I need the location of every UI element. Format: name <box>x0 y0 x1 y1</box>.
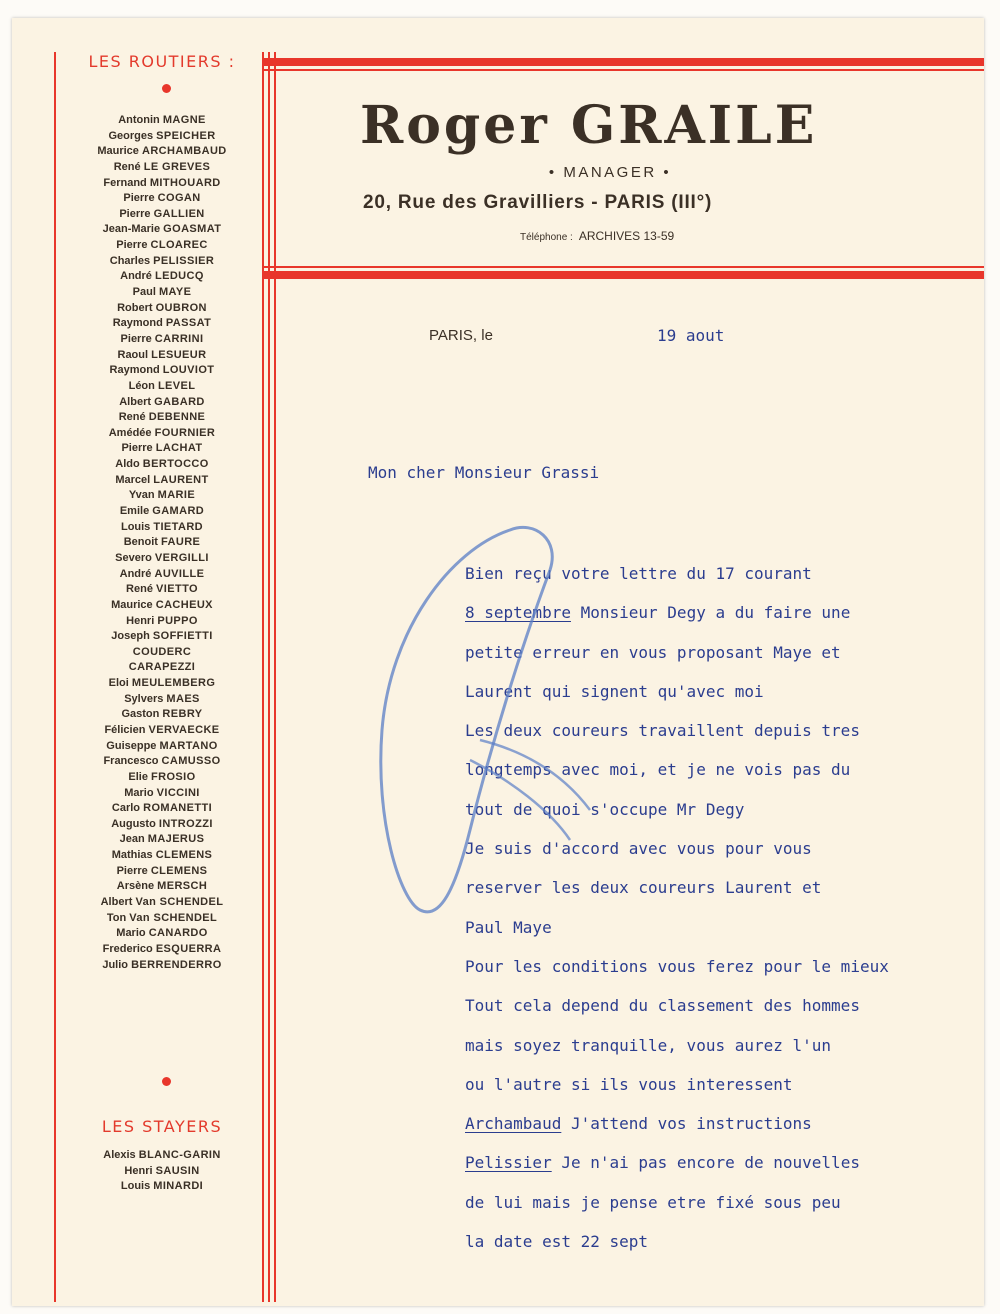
letter-line: la date est 22 sept <box>465 1232 649 1252</box>
rider-name <box>58 754 266 770</box>
rider-first-name: Frederico <box>102 942 156 955</box>
rider-first-name: Joseph <box>111 630 153 643</box>
rider-first-name: Albert <box>100 896 136 909</box>
letterhead-role: • MANAGER • <box>548 164 672 181</box>
rider-first-name: Julio <box>102 958 132 971</box>
red-dot <box>162 1077 171 1086</box>
rider-first-name: Marcel <box>115 473 154 486</box>
rider-last-name: PELISSIER <box>153 254 215 267</box>
rider-last-name: LEDUCQ <box>154 270 204 283</box>
rider-name <box>58 395 266 411</box>
letter-line: Tout cela depend du classement des hommes <box>465 996 860 1016</box>
rider-last-name: ROMANETTI <box>143 802 213 815</box>
rider-last-name: LACHAT <box>155 442 203 455</box>
rider-last-name: FAURE <box>161 536 201 549</box>
rider-name <box>58 129 266 145</box>
letterhead-phone <box>520 229 760 243</box>
rider-last-name: MITHOUARD <box>149 176 221 189</box>
letter-line: Pelissier Je n'ai pas encore de nouvelles <box>465 1153 860 1173</box>
rider-last-name: BERRENDERRO <box>131 958 222 971</box>
letter-line: Pour les conditions vous ferez pour le mieux <box>465 956 889 976</box>
rider-name <box>58 1164 266 1180</box>
rider-name <box>58 707 266 723</box>
letter-line: Je suis d'accord avec vous pour vous <box>465 839 812 859</box>
letter-line: ou l'autre si ils vous interessent <box>465 1074 793 1094</box>
rider-name <box>58 176 266 192</box>
rider-last-name: INTROZZI <box>158 817 213 830</box>
rider-last-name: SAUSIN <box>155 1164 200 1177</box>
rider-first-name: Francesco <box>103 755 162 768</box>
rider-name <box>58 113 266 129</box>
letter-line: Bien reçu votre lettre du 17 courant <box>465 564 812 583</box>
letter-line: longtemps avec moi, et je ne vois pas du <box>465 760 851 780</box>
rider-last-name: FOURNIER <box>154 426 216 439</box>
rider-name <box>58 629 266 645</box>
rider-last-name: COGAN <box>157 192 201 205</box>
rider-first-name: Jean <box>119 833 148 846</box>
letter-line: Archambaud J'attend vos instructions <box>465 1114 812 1134</box>
rider-last-name: Van SCHENDEL <box>129 911 218 924</box>
rider-last-name: PUPPO <box>157 614 198 627</box>
rider-last-name: MAJERUS <box>147 833 205 846</box>
rider-last-name: MAES <box>166 692 200 705</box>
rider-first-name: Charles <box>109 254 154 267</box>
underlined-word: Archambaud <box>465 1114 562 1134</box>
letter-line: petite erreur en vous proposant Maye et <box>465 642 841 662</box>
rider-first-name: Ton <box>106 911 130 924</box>
rider-last-name: LEVEL <box>157 379 196 392</box>
rider-first-name: André <box>120 270 155 283</box>
rider-last-name: MARIE <box>157 489 196 502</box>
rider-name <box>58 864 266 880</box>
rider-last-name: GAMARD <box>152 505 205 518</box>
rider-name <box>58 739 266 755</box>
rider-first-name: Mathias <box>111 849 156 862</box>
rider-first-name: Pierre <box>119 207 154 220</box>
rider-name <box>58 504 266 520</box>
rider-name <box>58 222 266 238</box>
rider-name <box>58 614 266 630</box>
rider-first-name: Mario <box>124 786 157 799</box>
rider-first-name: Yvan <box>128 489 158 502</box>
rider-name <box>58 207 266 223</box>
rider-first-name: Jean-Marie <box>102 223 164 236</box>
rider-last-name: ARCHAMBAUD <box>141 145 227 158</box>
letter-line: Paul Maye <box>465 917 552 937</box>
rider-last-name: LE GREVES <box>143 160 211 173</box>
letterhead-address: 20, Rue des Gravilliers - PARIS (III°) <box>363 192 713 213</box>
rider-first-name: René <box>118 411 149 424</box>
crayon-scribble <box>360 510 600 940</box>
rider-last-name: SPEICHER <box>156 129 216 142</box>
rider-first-name: Félicien <box>104 723 149 736</box>
rider-name <box>58 238 266 254</box>
rider-last-name: DEBENNE <box>148 411 206 424</box>
rider-last-name: VIETTO <box>156 583 198 596</box>
rider-name <box>58 817 266 833</box>
rider-first-name: René <box>126 583 157 596</box>
rider-last-name: BERTOCCO <box>142 458 209 471</box>
rider-name <box>58 879 266 895</box>
header-bar-top-thin <box>262 69 984 71</box>
letter-greeting: Mon cher Monsieur Grassi <box>368 463 600 482</box>
rider-first-name: Maurice <box>111 598 156 611</box>
rider-name <box>58 348 266 364</box>
rider-last-name: GABARD <box>154 395 205 408</box>
rider-name <box>58 926 266 942</box>
letter-line: mais soyez tranquille, vous aurez l'un <box>465 1035 832 1055</box>
rider-last-name: FROSIO <box>151 770 196 783</box>
red-dot <box>162 84 171 93</box>
rider-first-name: Augusto <box>111 817 159 830</box>
routiers-heading: LES ROUTIERS : <box>88 52 236 71</box>
rider-first-name: Raymond <box>109 364 163 377</box>
rider-last-name: LESUEUR <box>151 348 207 361</box>
rider-last-name: LOUVIOT <box>162 364 215 377</box>
rider-last-name: GALLIEN <box>153 207 205 220</box>
rider-last-name: PASSAT <box>165 317 212 330</box>
rider-name <box>58 160 266 176</box>
rider-first-name: Amédée <box>108 426 155 439</box>
letter-date: 19 aout <box>657 326 725 345</box>
rider-last-name: REBRY <box>162 708 203 721</box>
rider-first-name: Henri <box>124 1164 156 1177</box>
rider-first-name: Paul <box>132 286 159 299</box>
rider-last-name: CLOAREC <box>150 239 208 252</box>
rider-name <box>58 144 266 160</box>
rider-last-name: VERVAECKE <box>148 723 220 736</box>
rider-name <box>58 426 266 442</box>
rider-last-name: ESQUERRA <box>155 942 222 955</box>
rider-first-name: Sylvers <box>124 692 167 705</box>
letter-line: Laurent qui signent qu'avec moi <box>465 681 764 701</box>
rider-name <box>58 723 266 739</box>
rider-name <box>58 535 266 551</box>
stayers-heading: LES STAYERS <box>101 1117 223 1136</box>
rider-first-name: Emile <box>119 505 153 518</box>
header-bar-top <box>262 58 984 66</box>
phone-label: Téléphone : <box>520 232 573 243</box>
rider-last-name: MARTANO <box>159 739 218 752</box>
rider-name <box>58 301 266 317</box>
rider-name <box>58 660 266 676</box>
rider-first-name: Fernand <box>103 176 150 189</box>
rider-first-name: Maurice <box>97 145 142 158</box>
rider-first-name: Pierre <box>116 239 151 252</box>
letter-line: tout de quoi s'occupe Mr Degy <box>465 799 745 819</box>
rider-last-name: OUBRON <box>155 301 207 314</box>
rider-name <box>58 551 266 567</box>
rider-last-name: CACHEUX <box>155 598 213 611</box>
rider-last-name: CARAPEZZI <box>128 661 196 674</box>
letterhead-name: Roger GRAILE <box>360 95 818 156</box>
rider-first-name: Pierre <box>116 864 151 877</box>
rider-last-name: MEULEMBERG <box>131 677 216 690</box>
rider-name <box>58 692 266 708</box>
rider-name <box>58 410 266 426</box>
rider-first-name: Robert <box>117 301 156 314</box>
rider-name <box>58 801 266 817</box>
rider-first-name: Henri <box>126 614 158 627</box>
stayers-list <box>58 1148 266 1195</box>
rider-last-name: Van SCHENDEL <box>135 896 224 909</box>
header-bar-bottom <box>262 271 984 279</box>
rider-name <box>58 488 266 504</box>
rider-name <box>58 911 266 927</box>
rider-last-name: AUVILLE <box>154 567 205 580</box>
rider-first-name: Severo <box>115 551 155 564</box>
letter-place: PARIS, le <box>429 327 493 344</box>
rider-first-name: Gaston <box>121 708 163 721</box>
left-rule-outer <box>54 52 56 1302</box>
rider-first-name: Carlo <box>111 802 144 815</box>
rider-name <box>58 441 266 457</box>
rider-last-name: CLEMENS <box>155 849 213 862</box>
rider-last-name: TIETARD <box>153 520 204 533</box>
rider-last-name: CAMUSSO <box>161 755 221 768</box>
rider-name <box>58 332 266 348</box>
left-rule-right-2 <box>268 52 270 1302</box>
rider-name <box>58 832 266 848</box>
rider-last-name: COUDERC <box>132 645 192 658</box>
rider-last-name: VICCINI <box>156 786 200 799</box>
rider-first-name: Antonin <box>118 114 163 126</box>
underlined-word: Pelissier <box>465 1153 552 1173</box>
rider-last-name: MERSCH <box>157 880 208 893</box>
rider-first-name: André <box>119 567 155 580</box>
rider-name <box>58 1148 266 1164</box>
rider-last-name: CLEMENS <box>150 864 208 877</box>
rider-name <box>58 676 266 692</box>
letter-line: reserver les deux coureurs Laurent et <box>465 878 822 898</box>
rider-name <box>58 269 266 285</box>
rider-last-name: GOASMAT <box>163 223 222 236</box>
rider-last-name: MINARDI <box>153 1180 204 1193</box>
rider-first-name: Louis <box>120 520 154 533</box>
rider-first-name: Pierre <box>121 442 156 455</box>
rider-name <box>58 379 266 395</box>
rider-last-name: CANARDO <box>148 927 208 940</box>
letter-line: 8 septembre Monsieur Degy a du faire une <box>465 603 851 623</box>
rider-last-name: BLANC-GARIN <box>138 1149 221 1161</box>
rider-name <box>58 316 266 332</box>
rider-first-name: Léon <box>128 379 158 392</box>
rider-name <box>58 582 266 598</box>
rider-name <box>58 942 266 958</box>
rider-name <box>58 645 266 661</box>
rider-last-name: MAGNE <box>162 114 206 126</box>
rider-name <box>58 567 266 583</box>
rider-first-name: Pierre <box>123 192 158 205</box>
rider-first-name: Georges <box>108 129 157 142</box>
rider-first-name: Louis <box>120 1180 154 1193</box>
letter-line: Les deux coureurs travaillent depuis tres <box>465 721 860 741</box>
rider-first-name: Guiseppe <box>106 739 160 752</box>
rider-first-name: Mario <box>116 927 149 940</box>
rider-first-name: Arsène <box>116 880 158 893</box>
rider-name <box>58 363 266 379</box>
rider-first-name: Pierre <box>120 332 155 345</box>
underlined-word: 8 septembre <box>465 603 571 623</box>
rider-last-name: LAURENT <box>153 473 209 486</box>
rider-name <box>58 457 266 473</box>
rider-name <box>58 770 266 786</box>
rider-name <box>58 254 266 270</box>
rider-name <box>58 598 266 614</box>
rider-name <box>58 958 266 974</box>
rider-name <box>58 895 266 911</box>
phone-number: ARCHIVES 13-59 <box>578 229 675 243</box>
rider-first-name: Aldo <box>115 458 143 471</box>
rider-first-name: Benoit <box>123 536 161 549</box>
rider-name <box>58 473 266 489</box>
rider-first-name: Raymond <box>112 317 166 330</box>
header-bar-bottom-thin <box>262 266 984 268</box>
rider-first-name: Albert <box>119 395 155 408</box>
rider-last-name: VERGILLI <box>154 551 209 564</box>
rider-first-name: Alexis <box>103 1149 139 1161</box>
rider-name <box>58 191 266 207</box>
rider-name <box>58 520 266 536</box>
letter-line: de lui mais je pense etre fixé sous peu <box>465 1192 841 1212</box>
routiers-list <box>58 113 266 973</box>
rider-name <box>58 786 266 802</box>
rider-last-name: SOFFIETTI <box>152 630 213 643</box>
rider-first-name: Raoul <box>117 348 152 361</box>
rider-name <box>58 1179 266 1195</box>
left-rule-right-3 <box>274 52 276 1302</box>
rider-first-name: Eloi <box>108 677 132 690</box>
rider-name <box>58 285 266 301</box>
rider-first-name: Elie <box>128 770 152 783</box>
rider-last-name: MAYE <box>158 286 192 299</box>
rider-name <box>58 848 266 864</box>
rider-last-name: CARRINI <box>154 332 204 345</box>
rider-first-name: René <box>113 160 144 173</box>
